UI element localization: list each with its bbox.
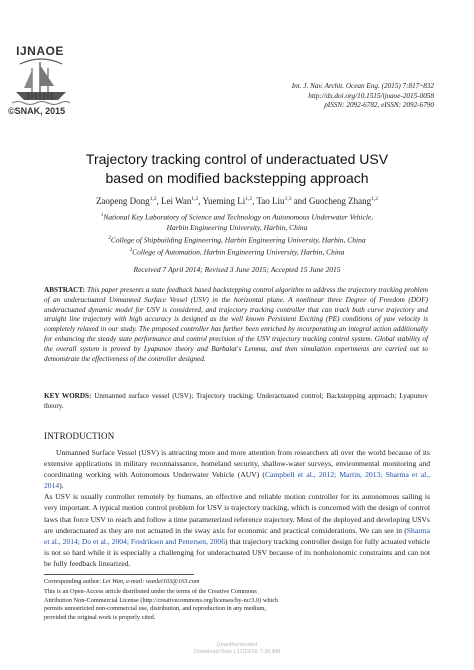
logo-copyright: ©SNAK, 2015 xyxy=(8,106,66,116)
paper-title xyxy=(0,150,474,188)
author xyxy=(202,196,252,206)
author-name: Zaopeng Dong xyxy=(95,196,150,206)
paragraph-text: As USV is usually controller remotely by humans, an effective and reliable motion controller for its autonomous sailing is very important. A typical motion control problem for USV is trajectory tracking, which is concerned with the design of control laws that force USV to reach and follow a time parameterized reference trajectory. Most of the deployed and developing USVs are underactuated as they are not actuated in the sway axis for economic and practical considerations. We can see in ( xyxy=(44,492,430,535)
author-affiliation-mark: 1,2 xyxy=(371,196,379,202)
author-separator: , xyxy=(198,196,203,206)
corresponding-author xyxy=(44,578,280,586)
paragraph-text: ) that trajectory tracking controller design for fully actuated vehicle is not so hard while it is especially a challenging for underactuated USV because of its nonholonomic constraints and can not be fully feedback linearized. xyxy=(44,536,430,568)
author-separator: , xyxy=(252,196,257,206)
affiliation-mark: 3 xyxy=(129,247,133,253)
affiliation xyxy=(0,211,474,223)
keywords-text: Unmanned surface vessel (USV); Trajectory tracking; Underactuated control; Backstepping approach; Lyapunov theory. xyxy=(44,392,428,410)
corresponding-label: Corresponding author: xyxy=(44,578,103,585)
license-text: This is an Open-Access article distributed under the terms of the Creative Commons Attribution Non-Commercial License (http://creativecommons.org/licenses/by-nc/3.0) which permits unrestricted non-commercial use, distribution, and reproduction in any medium, provided the original work is properly cited. xyxy=(44,588,279,621)
keywords xyxy=(44,392,428,412)
journal-doi[interactable]: http://dx.doi.org/10.1515/ijnaoe-2015-0058 xyxy=(308,91,434,100)
author-name: Guocheng Zhang xyxy=(308,196,372,206)
author xyxy=(161,196,198,206)
journal-citation: Int. J. Nav. Archit. Ocean Eng. (2015) 7:817~832 xyxy=(291,82,434,90)
received-dates: Received 7 April 2014; Revised 3 June 2015; Accepted 15 June 2015 xyxy=(133,265,341,274)
affiliation-continued: Harbin Engineering University, Harbin, China xyxy=(166,223,308,232)
paragraph-text: Unmanned Surface Vessel (USV) is attracting more and more attention from researchers all over the world because of its extensive applications in military reconnaissance, homeland security, shallow-water surveys, environmental monitoring and coordinating working with Autonomous Underwater Vehicle (AUV) ( xyxy=(44,448,430,480)
watermark-line-1: Unauthenticated xyxy=(216,642,258,648)
author-list xyxy=(0,196,474,206)
affiliation-text: National Key Laboratory of Science and Technology on Autonomous Underwater Vehicle, xyxy=(103,212,374,222)
keywords-label: KEY WORDS: xyxy=(44,392,92,400)
affiliation-mark: 2 xyxy=(108,235,111,241)
download-watermark xyxy=(0,642,474,657)
corresponding-name: Lei Wan xyxy=(102,578,124,585)
journal-info xyxy=(292,82,434,111)
affiliation-list xyxy=(0,211,474,258)
affiliation xyxy=(0,234,474,246)
watermark-line-2: Download Date | 11/19/15 7:36 AM xyxy=(193,649,281,656)
journal-issn: pISSN: 2092-6782, eISSN: 2092-6790 xyxy=(324,101,434,110)
title-line-1: Trajectory tracking control of underactuated USV xyxy=(85,151,389,167)
author-affiliation-mark: 1,3 xyxy=(284,196,292,202)
corresponding-email[interactable]: , e-mail: wanlei103@163.com xyxy=(123,578,200,585)
author-separator: and xyxy=(291,196,309,206)
author-name: Lei Wan xyxy=(161,196,192,206)
journal-logo xyxy=(8,44,88,116)
author xyxy=(256,196,291,206)
citation-link[interactable]: Campbell et al., 2012; Martin, 2013; Sharma et al., 2014 xyxy=(44,470,430,491)
ship-emblem-icon xyxy=(10,56,72,106)
footnote-divider xyxy=(44,574,194,575)
abstract-text: This paper presents a state feedback based backstepping control algorithm to address the trajectory tracking problem of an underactuated Unmanned Surface Vessel (USV) in the horizontal plane. A nonlinear three Degree of Freedom (DOF) underactuated dynamic model for USV is considered, and trajectory tracking controller that can track both curve trajectory and straight line trajectory with high accuracy is designed as the well known Persistent Exciting (PE) conditions of yaw velocity is completely relaxed in our study. The proposed controller has further been enriched by incorporating an integral action additionally for enhancing the steady state performance and control precision of the USV trajectory tracking control system. Global stability of the overall system is proved by Lyapunov theory and Barbalat's Lemma, and then simulation experiments are carried out to demonstrate the effectiveness of the controller designed. xyxy=(44,286,428,363)
abstract-label: ABSTRACT: xyxy=(44,286,86,294)
logo-title: IJNAOE xyxy=(16,44,64,58)
author-affiliation-mark: 1,2 xyxy=(245,196,253,202)
author xyxy=(309,196,378,206)
paragraph xyxy=(44,447,430,491)
introduction-body xyxy=(44,447,430,569)
abstract xyxy=(44,286,428,364)
title-line-2: based on modified backstepping approach xyxy=(105,170,369,186)
citation-link[interactable]: Sharma et al., 2014; Do et al., 2004; Fredriksen and Pettersen, 2006 xyxy=(44,525,430,546)
author-name: Yueming Li xyxy=(202,196,246,206)
author-affiliation-mark: 1,2 xyxy=(191,196,199,202)
affiliation-text: College of Automation, Harbin Engineering University, Harbin, China xyxy=(132,247,345,256)
affiliation-mark: 1 xyxy=(100,213,104,218)
author-name: Tao Liu xyxy=(256,196,285,206)
paragraph-text: ). xyxy=(59,481,64,491)
footnote xyxy=(44,578,280,622)
paragraph xyxy=(44,491,430,569)
author xyxy=(96,196,157,206)
author-affiliation-mark: 1,2 xyxy=(149,196,157,202)
affiliation xyxy=(0,246,474,258)
section-heading-introduction: INTRODUCTION xyxy=(44,431,115,441)
affiliation-text: College of Shipbuilding Engineering, Harbin Engineering University, Harbin, China xyxy=(110,235,366,244)
author-separator: , xyxy=(156,196,162,206)
